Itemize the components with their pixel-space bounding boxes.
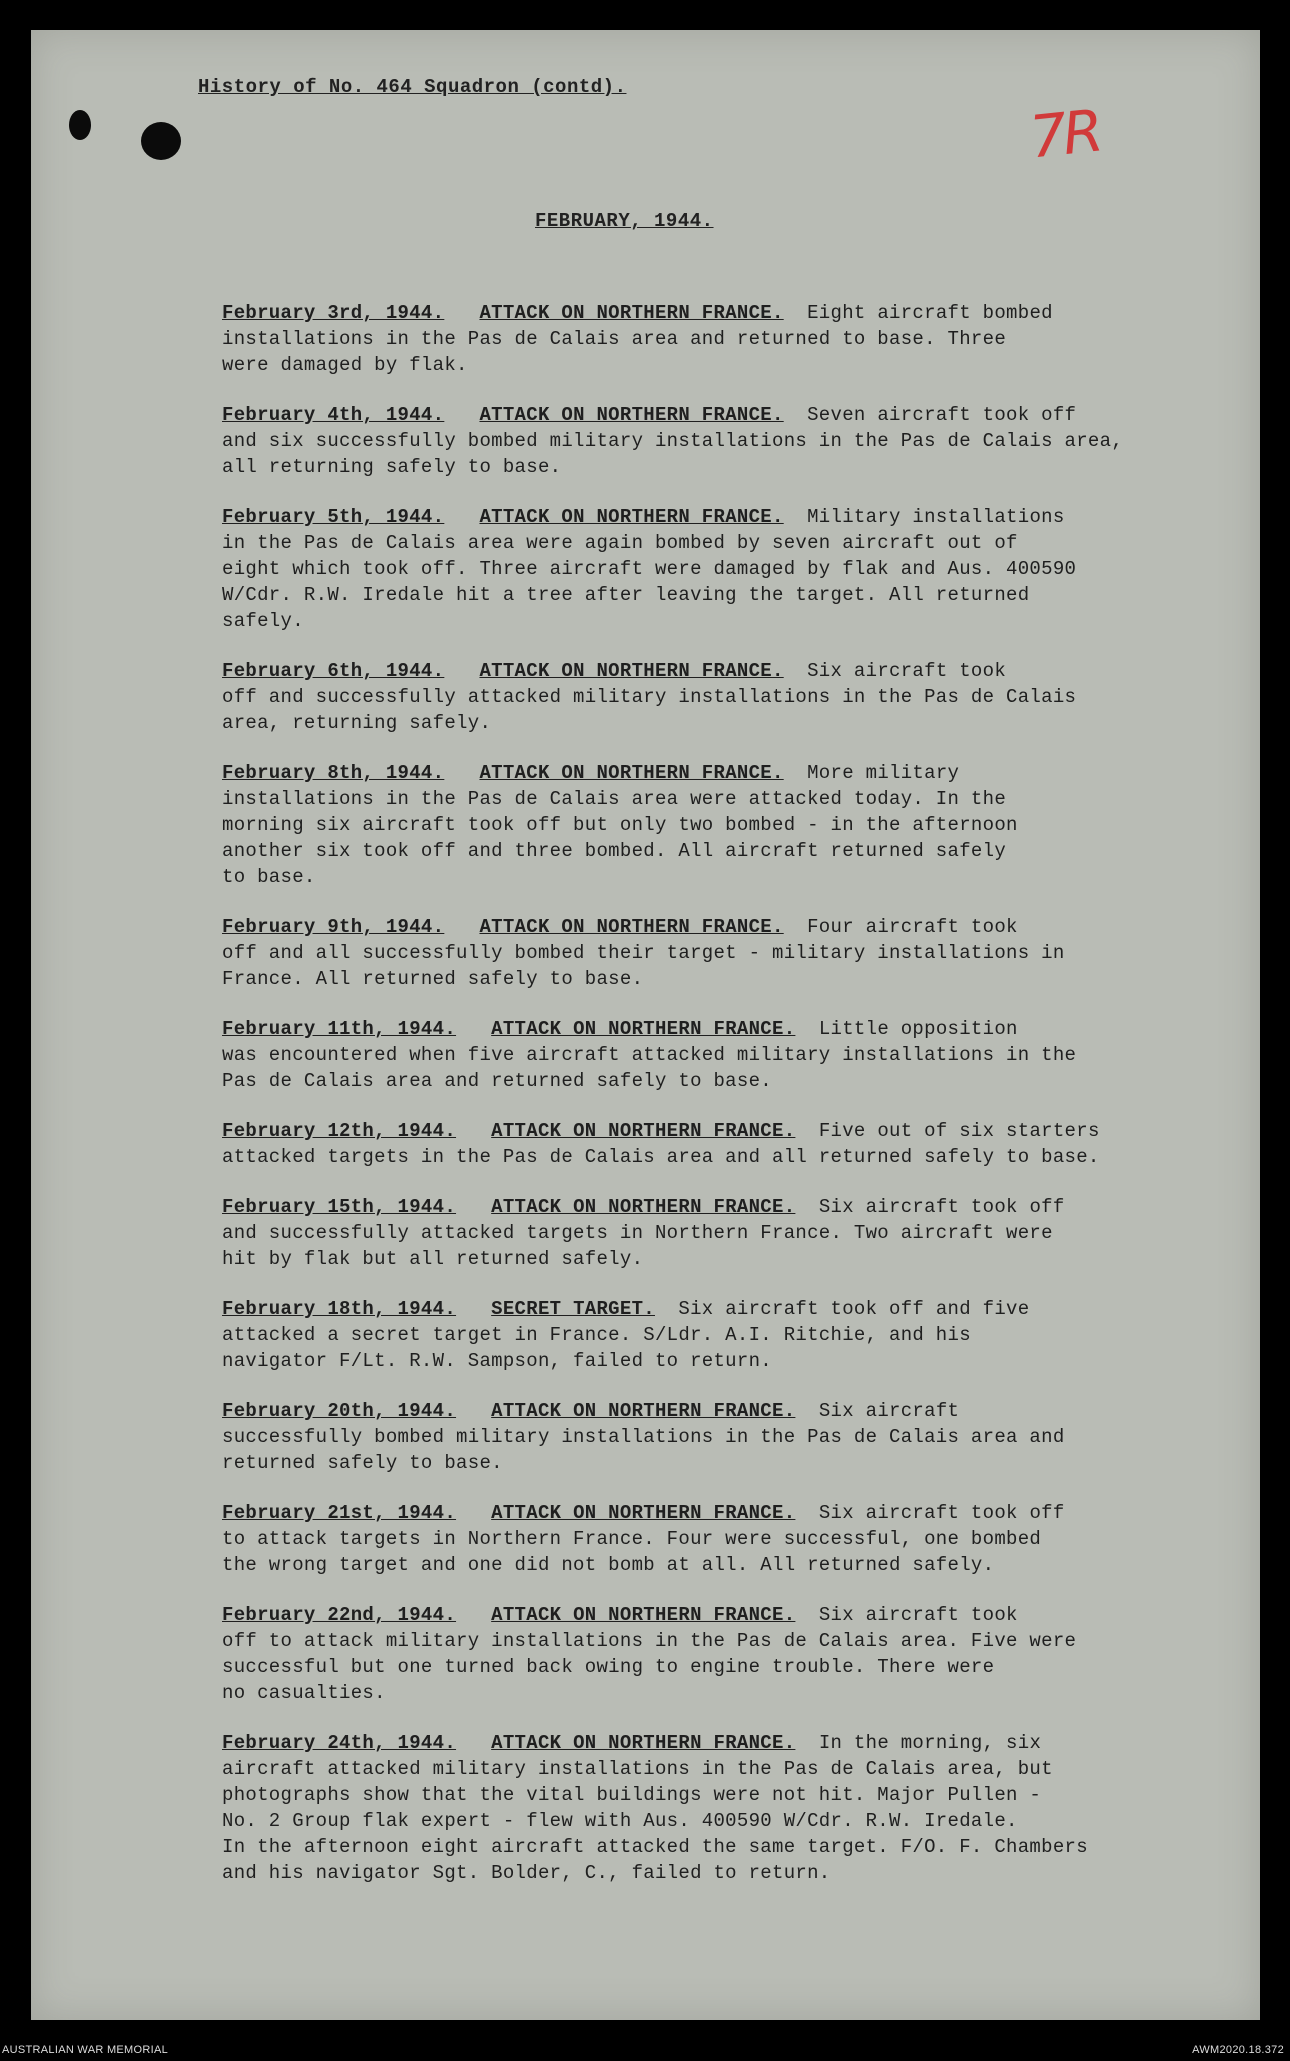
entry-first-line bbox=[222, 300, 1222, 326]
entry bbox=[222, 1398, 1222, 1476]
entry-text: Six aircraft took bbox=[807, 660, 1007, 682]
entry-line: no casualties. bbox=[222, 1682, 386, 1704]
entry-line: morning six aircraft took off but only two bombed - in the afternoon bbox=[222, 814, 1018, 836]
entry-date: February 15th, 1944. bbox=[222, 1196, 457, 1218]
entry-text: In the morning, six bbox=[818, 1732, 1042, 1754]
entry-line: returned safely to base. bbox=[222, 1452, 503, 1474]
entry-line: France. All returned safely to base. bbox=[222, 968, 644, 990]
entry-heading: SECRET TARGET. bbox=[491, 1298, 655, 1320]
entry-line: off and successfully attacked military installations in the Pas de Calais bbox=[222, 686, 1077, 708]
entry-date: February 3rd, 1944. bbox=[222, 302, 445, 324]
entry-date: February 4th, 1944. bbox=[222, 404, 445, 426]
entry-date: February 24th, 1944. bbox=[222, 1732, 457, 1754]
entry-text: Six aircraft took off bbox=[818, 1196, 1065, 1218]
entry-date: February 11th, 1944. bbox=[222, 1018, 457, 1040]
entry bbox=[222, 658, 1222, 736]
entry-date: February 8th, 1944. bbox=[222, 762, 445, 784]
entry-line: another six took off and three bombed. All aircraft returned safely bbox=[222, 840, 1007, 862]
entry-first-line bbox=[222, 1194, 1222, 1220]
entry-heading: ATTACK ON NORTHERN FRANCE. bbox=[491, 1018, 796, 1040]
punch-hole bbox=[69, 110, 91, 140]
entry-first-line bbox=[222, 504, 1222, 530]
entry-text: Eight aircraft bombed bbox=[807, 302, 1053, 324]
entry bbox=[222, 1296, 1222, 1374]
entry-first-line bbox=[222, 658, 1222, 684]
month-heading: FEBRUARY, 1944. bbox=[535, 210, 714, 232]
entry-line: off to attack military installations in the Pas de Calais area. Five were bbox=[222, 1630, 1077, 1652]
entry-heading: ATTACK ON NORTHERN FRANCE. bbox=[491, 1400, 796, 1422]
entry-first-line bbox=[222, 1730, 1222, 1756]
entry-line: hit by flak but all returned safely. bbox=[222, 1248, 644, 1270]
entry-date: February 12th, 1944. bbox=[222, 1120, 457, 1142]
entry-heading: ATTACK ON NORTHERN FRANCE. bbox=[479, 660, 784, 682]
entry-first-line bbox=[222, 1398, 1222, 1424]
entry-heading: ATTACK ON NORTHERN FRANCE. bbox=[491, 1732, 796, 1754]
entry-text: Seven aircraft took off bbox=[807, 404, 1077, 426]
entry-heading: ATTACK ON NORTHERN FRANCE. bbox=[491, 1120, 796, 1142]
entry-first-line bbox=[222, 1296, 1222, 1322]
entry-text: Six aircraft took off and five bbox=[678, 1298, 1030, 1320]
entry-line: aircraft attacked military installations in the Pas de Calais area, but bbox=[222, 1758, 1053, 1780]
entry-line: installations in the Pas de Calais area were attacked today. In the bbox=[222, 788, 1007, 810]
entry-line: was encountered when five aircraft attacked military installations in the bbox=[222, 1044, 1077, 1066]
entry-line: and his navigator Sgt. Bolder, C., failed to return. bbox=[222, 1862, 831, 1884]
entry-text: More military bbox=[807, 762, 960, 784]
entry-first-line bbox=[222, 914, 1222, 940]
entry-line: and successfully attacked targets in Northern France. Two aircraft were bbox=[222, 1222, 1053, 1244]
entry-line: all returning safely to base. bbox=[222, 456, 562, 478]
entry bbox=[222, 760, 1222, 890]
entry-first-line bbox=[222, 1500, 1222, 1526]
entry-line: in the Pas de Calais area were again bombed by seven aircraft out of bbox=[222, 532, 1018, 554]
entry-text: Four aircraft took bbox=[807, 916, 1018, 938]
entry-date: February 18th, 1944. bbox=[222, 1298, 457, 1320]
entry bbox=[222, 300, 1222, 378]
punch-hole bbox=[141, 122, 181, 160]
entry-line: photographs show that the vital buildings were not hit. Major Pullen - bbox=[222, 1784, 1042, 1806]
entry bbox=[222, 1730, 1222, 1886]
entry-date: February 20th, 1944. bbox=[222, 1400, 457, 1422]
entry-text: Six aircraft took off bbox=[818, 1502, 1065, 1524]
entry-heading: ATTACK ON NORTHERN FRANCE. bbox=[479, 506, 784, 528]
entry-heading: ATTACK ON NORTHERN FRANCE. bbox=[479, 916, 784, 938]
entry-first-line bbox=[222, 402, 1222, 428]
entry bbox=[222, 504, 1222, 634]
entry-text: Military installations bbox=[807, 506, 1065, 528]
entry-line: the wrong target and one did not bomb at all. All returned safely. bbox=[222, 1554, 995, 1576]
entries-list bbox=[222, 300, 1222, 1910]
entry-first-line bbox=[222, 1602, 1222, 1628]
entry-line: navigator F/Lt. R.W. Sampson, failed to return. bbox=[222, 1350, 772, 1372]
entry-text: Six aircraft took bbox=[818, 1604, 1018, 1626]
entry-line: successful but one turned back owing to engine trouble. There were bbox=[222, 1656, 995, 1678]
footer-accession-number: AWM2020.18.372 bbox=[1192, 2044, 1284, 2056]
entry-heading: ATTACK ON NORTHERN FRANCE. bbox=[491, 1604, 796, 1626]
entry-line: to base. bbox=[222, 866, 316, 888]
entry-text: Little opposition bbox=[818, 1018, 1018, 1040]
entry bbox=[222, 1500, 1222, 1578]
entry-date: February 22nd, 1944. bbox=[222, 1604, 457, 1626]
entry-line: successfully bombed military installations in the Pas de Calais area and bbox=[222, 1426, 1065, 1448]
entry-line: to attack targets in Northern France. Four were successful, one bombed bbox=[222, 1528, 1042, 1550]
entry-line: eight which took off. Three aircraft were damaged by flak and Aus. 400590 bbox=[222, 558, 1077, 580]
entry-heading: ATTACK ON NORTHERN FRANCE. bbox=[479, 762, 784, 784]
entry-first-line bbox=[222, 1118, 1222, 1144]
entry-text: Six aircraft bbox=[818, 1400, 960, 1422]
entry bbox=[222, 1602, 1222, 1706]
entry bbox=[222, 402, 1222, 480]
entry bbox=[222, 1118, 1222, 1170]
entry-line: were damaged by flak. bbox=[222, 354, 468, 376]
entry-line: In the afternoon eight aircraft attacked the same target. F/O. F. Chambers bbox=[222, 1836, 1088, 1858]
entry-heading: ATTACK ON NORTHERN FRANCE. bbox=[479, 404, 784, 426]
entry-date: February 6th, 1944. bbox=[222, 660, 445, 682]
entry-date: February 21st, 1944. bbox=[222, 1502, 457, 1524]
entry-line: W/Cdr. R.W. Iredale hit a tree after leaving the target. All returned bbox=[222, 584, 1030, 606]
entry-heading: ATTACK ON NORTHERN FRANCE. bbox=[479, 302, 784, 324]
entry-line: and six successfully bombed military installations in the Pas de Calais area, bbox=[222, 430, 1124, 452]
entry-line: Pas de Calais area and returned safely to base. bbox=[222, 1070, 772, 1092]
entry-date: February 5th, 1944. bbox=[222, 506, 445, 528]
footer-credit: AUSTRALIAN WAR MEMORIAL bbox=[2, 2044, 169, 2056]
entry-date: February 9th, 1944. bbox=[222, 916, 445, 938]
entry bbox=[222, 914, 1222, 992]
document-header: History of No. 464 Squadron (contd). bbox=[198, 76, 627, 98]
entry-heading: ATTACK ON NORTHERN FRANCE. bbox=[491, 1196, 796, 1218]
entry-line: No. 2 Group flak expert - flew with Aus. 400590 W/Cdr. R.W. Iredale. bbox=[222, 1810, 1018, 1832]
entry-line: off and all successfully bombed their target - military installations in bbox=[222, 942, 1065, 964]
entry bbox=[222, 1016, 1222, 1094]
entry-first-line bbox=[222, 1016, 1222, 1042]
entry bbox=[222, 1194, 1222, 1272]
entry-first-line bbox=[222, 760, 1222, 786]
entry-line: safely. bbox=[222, 610, 304, 632]
entry-line: area, returning safely. bbox=[222, 712, 492, 734]
folio-mark: 7R bbox=[1026, 96, 1103, 172]
entry-line: installations in the Pas de Calais area and returned to base. Three bbox=[222, 328, 1007, 350]
entry-heading: ATTACK ON NORTHERN FRANCE. bbox=[491, 1502, 796, 1524]
entry-text: Five out of six starters bbox=[818, 1120, 1100, 1142]
entry-line: attacked a secret target in France. S/Ldr. A.I. Ritchie, and his bbox=[222, 1324, 971, 1346]
entry-line: attacked targets in the Pas de Calais area and all returned safely to base. bbox=[222, 1146, 1100, 1168]
